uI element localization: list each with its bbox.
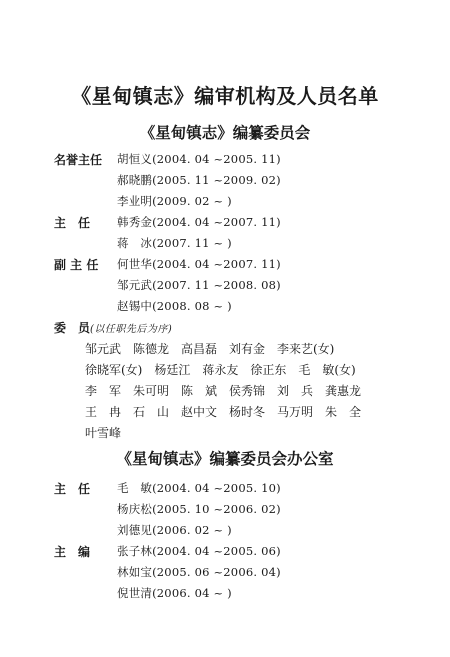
- role-office-director: 主 任: [54, 482, 91, 496]
- role-director: 主 任: [54, 216, 91, 230]
- honorary-entry: 郝晓鹏(2005. 11 ~2009. 02): [117, 173, 281, 187]
- member-line: 徐晓军(女) 杨廷江 蒋永友 徐正东 毛 敏(女): [85, 363, 356, 377]
- member-line: 王 冉 石 山 赵中文 杨时冬 马万明 朱 全: [85, 405, 362, 419]
- chief-editor-entry: 倪世清(2006. 04 ~ ): [117, 586, 232, 600]
- member-line: 叶雪峰: [85, 426, 122, 440]
- role-honorary-director: 名誉主任: [54, 153, 103, 167]
- director-entry: 蒋 冰(2007. 11 ~ ): [117, 236, 232, 250]
- role-deputy-director: 副 主 任: [54, 258, 99, 272]
- chief-editor-entry: 张子林(2004. 04 ~2005. 06): [117, 544, 281, 558]
- chief-editor-entry: 林如宝(2005. 06 ~2006. 04): [117, 565, 281, 579]
- director-entry: 韩秀金(2004. 04 ~2007. 11): [117, 215, 281, 229]
- role-members: [54, 319, 254, 336]
- page-title: 《星甸镇志》编审机构及人员名单: [71, 84, 379, 108]
- honorary-entry: 胡恒义(2004. 04 ~2005. 11): [117, 152, 281, 166]
- deputy-entry: 赵锡中(2008. 08 ~ ): [117, 299, 232, 313]
- office-director-entry: 杨庆松(2005. 10 ~2006. 02): [117, 502, 281, 516]
- office-director-entry: 毛 敏(2004. 04 ~2005. 10): [117, 481, 281, 495]
- members-role-label: 委 员: [54, 321, 91, 335]
- deputy-entry: 邹元武(2007. 11 ~2008. 08): [117, 278, 281, 292]
- role-chief-editor: 主 编: [54, 545, 91, 559]
- office-director-entry: 刘德见(2006. 02 ~ ): [117, 523, 232, 537]
- honorary-entry: 李业明(2009. 02 ~ ): [117, 194, 232, 208]
- members-order-note: (以任职先后为序): [90, 324, 173, 335]
- office-heading: 《星甸镇志》编纂委员会办公室: [116, 449, 334, 468]
- deputy-entry: 何世华(2004. 04 ~2007. 11): [117, 257, 281, 271]
- member-line: 李 军 朱可明 陈 斌 侯秀锦 刘 兵 龚惠龙: [85, 384, 362, 398]
- committee-heading: 《星甸镇志》编纂委员会: [139, 123, 311, 142]
- member-line: 邹元武 陈德龙 高昌磊 刘有金 李来艺(女): [85, 342, 335, 356]
